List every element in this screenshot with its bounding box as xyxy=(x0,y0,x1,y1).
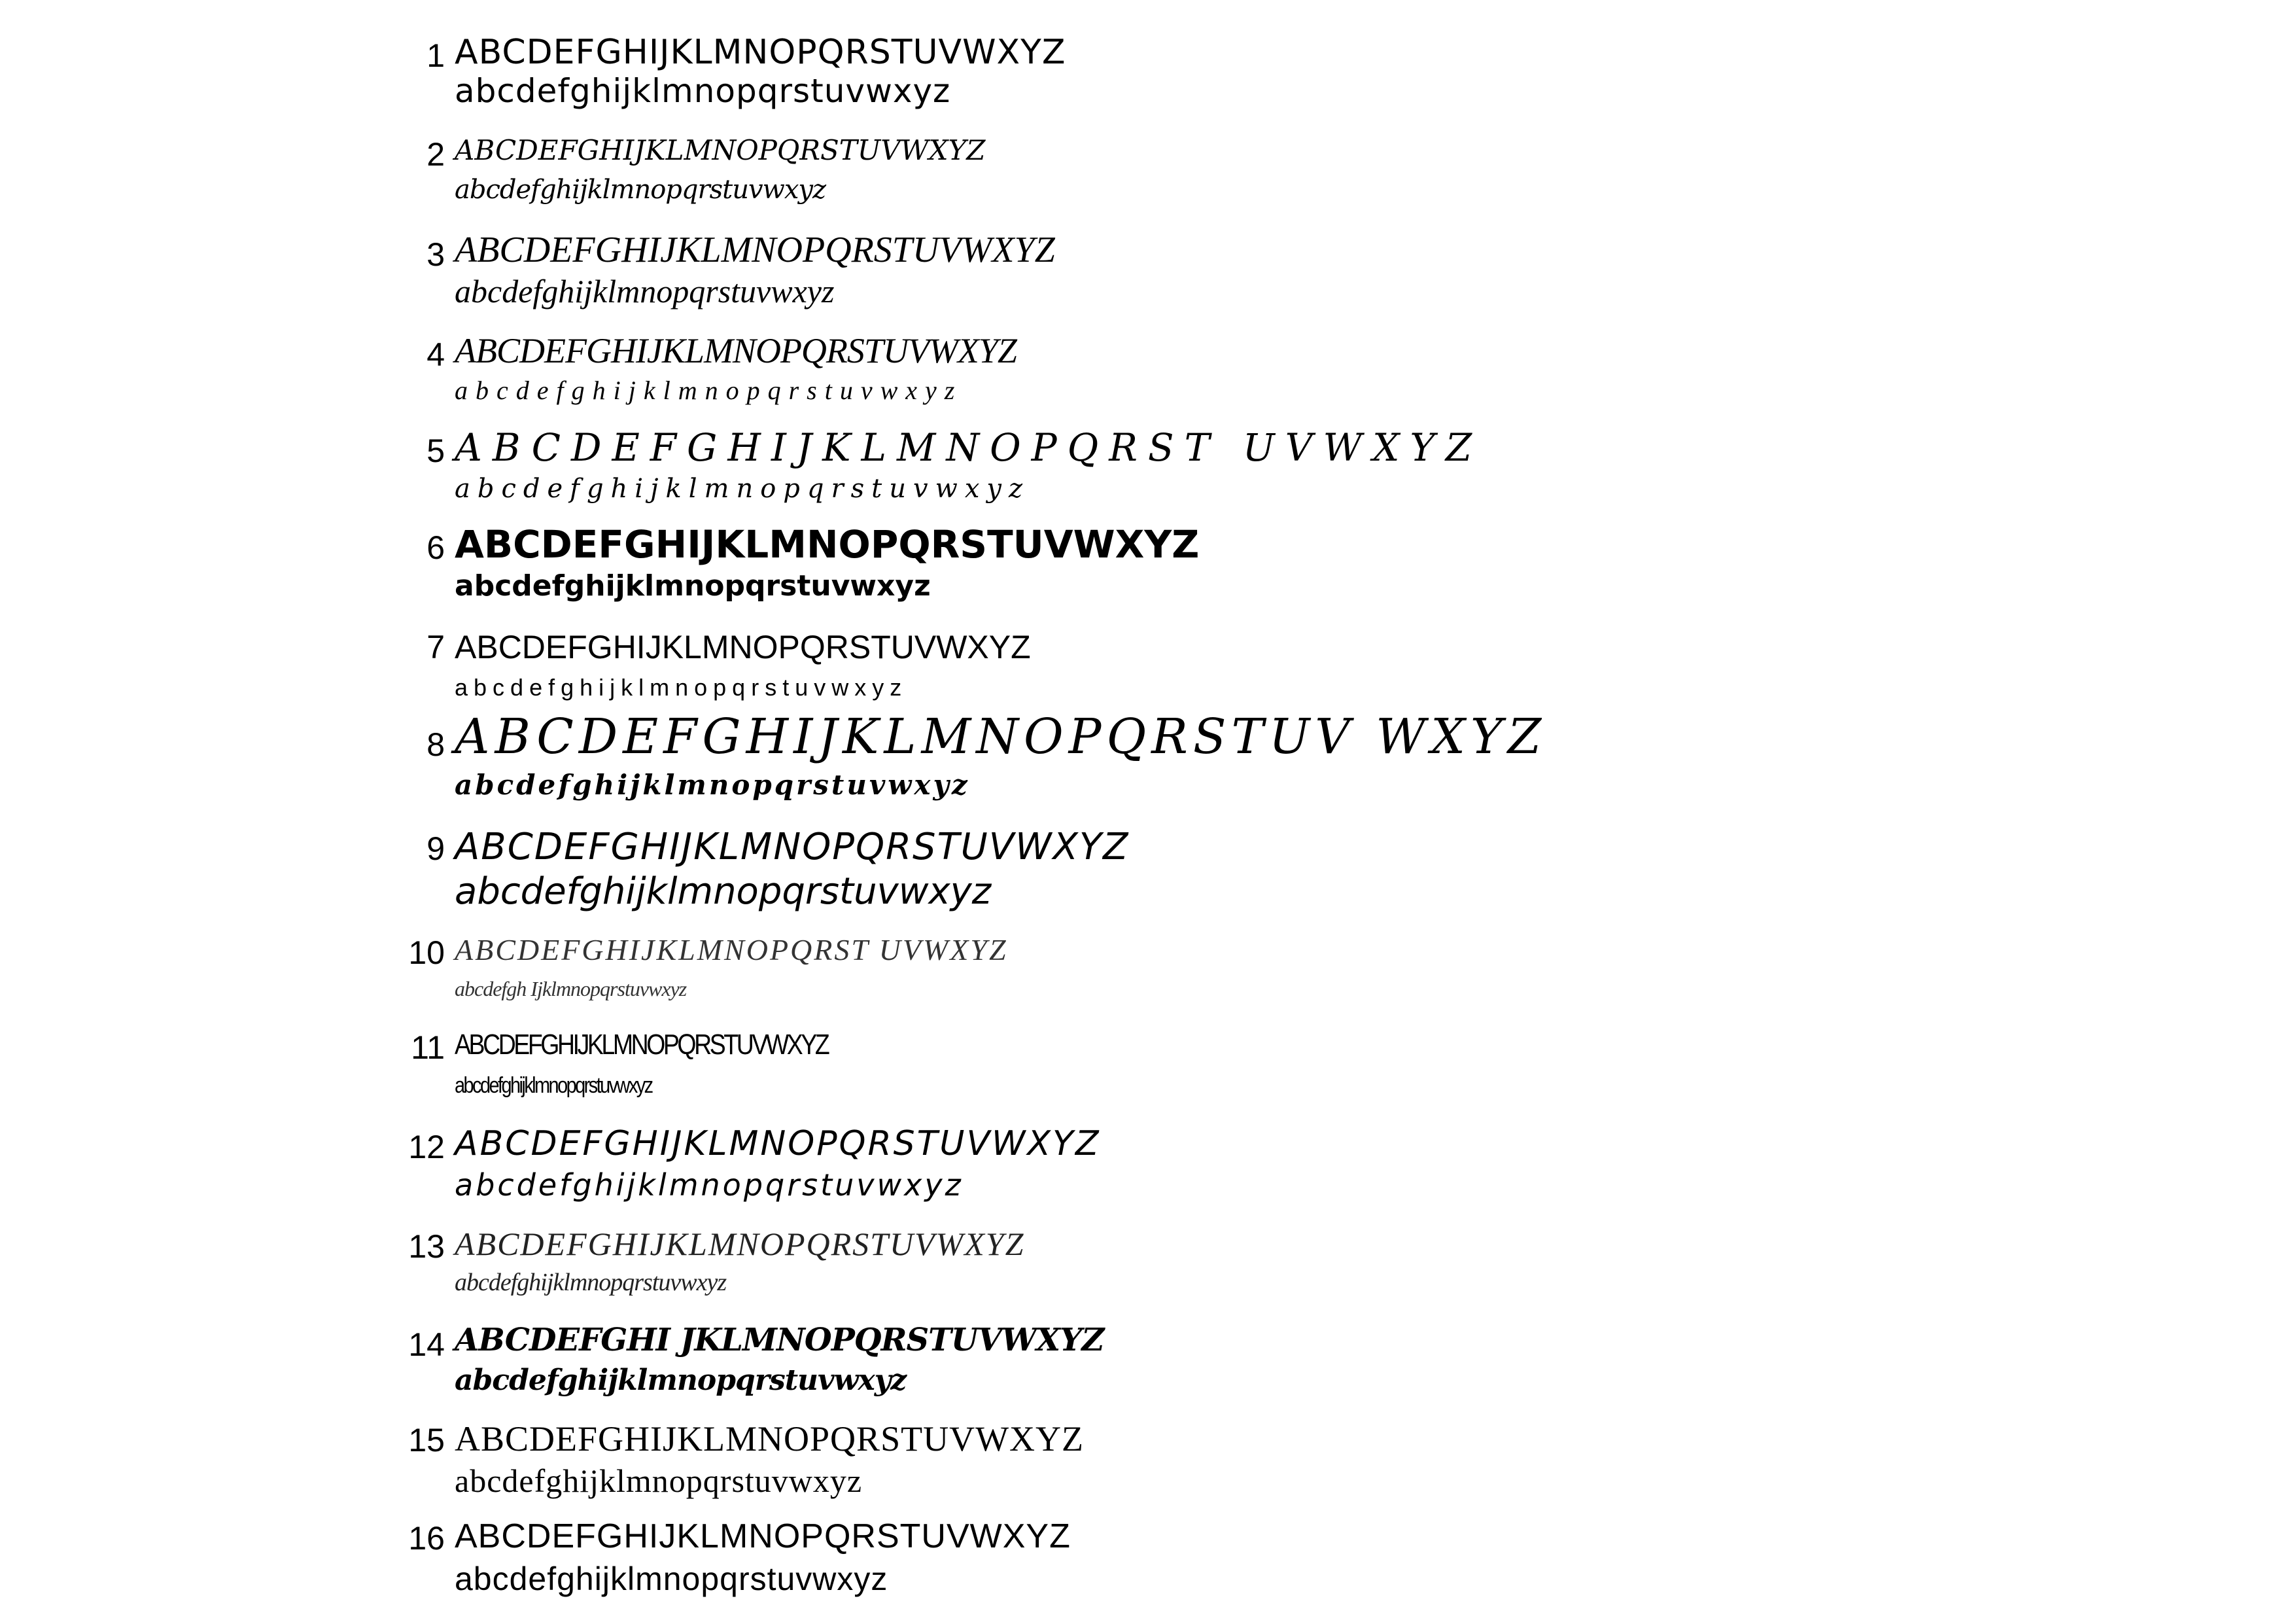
sample-number: 13 xyxy=(408,1228,445,1265)
sample-number: 4 xyxy=(426,336,445,373)
sample-number: 15 xyxy=(408,1422,445,1458)
lowercase-alphabet: abcdefghijklmnopqrstuvwxyz xyxy=(455,1167,964,1203)
lowercase-alphabet: abcdefghijklmnopqrstuvwxyz xyxy=(455,376,963,405)
uppercase-alphabet: ABCDEFGHIJKLMNOPQRSTUVWXYZ xyxy=(455,331,1017,370)
lowercase-alphabet: abcdefghijklmnopqrstuvwxyz xyxy=(455,175,826,205)
uppercase-alphabet: ABCDEFGHIJKLMNOPQRSTUVWXYZ xyxy=(455,1124,1101,1163)
uppercase-alphabet: ABCDEFGHI JKLMNOPQRSTUVWXYZ xyxy=(455,1322,1104,1358)
lowercase-alphabet: abcdefghijklmnopqrstuvwxyz xyxy=(455,1561,888,1597)
uppercase-alphabet: ABCDEFGHIJKLMNOPQRSTUVWXYZ xyxy=(455,629,1031,665)
uppercase-alphabet: ABCDEFGHIJKLMNOPQRSTUVWXYZ xyxy=(455,826,1130,868)
uppercase-alphabet: ABCDEFGHIJKLMNOPQRSTUVWXYZ xyxy=(455,1029,828,1061)
uppercase-alphabet: ABCDEFGHIJKLMNOPQRSTUVWXYZ xyxy=(455,522,1200,567)
uppercase-alphabet: ABCDEFGHIJKLMNOPQRSTUVWXYZ xyxy=(455,1517,1071,1555)
uppercase-alphabet: ABCDEFGHIJKLMNOPQRST UVWXYZ xyxy=(455,933,1008,966)
lowercase-alphabet: abcdefghijklmnopqrstuvwxyz xyxy=(455,72,951,110)
uppercase-alphabet: ABCDEFGHIJKLMNOPQRSTUVWXYZ xyxy=(455,33,1066,72)
uppercase-alphabet: ABCDEFGHIJKLMNOPQRST UVWXYZ xyxy=(455,425,1483,470)
lowercase-alphabet: abcdefghijklmnopqrstuvwxyz xyxy=(455,674,908,701)
uppercase-alphabet: ABCDEFGHIJKLMNOPQRSTUVWXYZ xyxy=(455,1226,1025,1262)
sample-number: 2 xyxy=(426,136,445,173)
uppercase-alphabet: ABCDEFGHIJKLMNOPQRSTUVWXYZ xyxy=(455,134,986,166)
sample-number: 7 xyxy=(426,629,445,665)
sample-number: 5 xyxy=(426,432,445,469)
sample-number: 6 xyxy=(426,529,445,566)
lowercase-alphabet: abcdefghijklmnopqrstuvwxyz xyxy=(455,569,931,603)
sample-number: 11 xyxy=(411,1029,445,1066)
lowercase-alphabet: abcdefgh Ijklmnopqrstuvwxyz xyxy=(455,977,687,1000)
lowercase-alphabet: abcdefghijklmnopqrstuvwxyz xyxy=(455,1364,907,1397)
uppercase-alphabet: ABCDEFGHIJKLMNOPQRSTUV WXYZ xyxy=(455,709,1547,765)
sample-number: 16 xyxy=(408,1520,445,1557)
sample-number: 9 xyxy=(426,830,445,867)
lowercase-alphabet: abcdefghijklmnopqrstuvwxyz xyxy=(455,273,835,309)
sample-number: 8 xyxy=(426,726,445,763)
lowercase-alphabet: abcdefghijklmnopqrstuvwxyz xyxy=(455,870,992,913)
sample-number: 3 xyxy=(426,236,445,273)
uppercase-alphabet: ABCDEFGHIJKLMNOPQRSTUVWXYZ xyxy=(455,230,1055,270)
lowercase-alphabet: abcdefghijklmnopqrstuvwxyz xyxy=(455,474,1030,504)
lowercase-alphabet: abcdefghijklmnopqrstuvwxyz xyxy=(455,1269,727,1296)
lowercase-alphabet: abcdefghijklmnopqrstuvwxyz xyxy=(455,769,970,801)
uppercase-alphabet: ABCDEFGHIJKLMNOPQRSTUVWXYZ xyxy=(455,1419,1085,1458)
lowercase-alphabet: abcdefghijklmnopqrstuvwxyz xyxy=(455,1462,863,1499)
sample-number: 10 xyxy=(408,934,445,971)
lowercase-alphabet: abcdefghijklmnopqrstuvwxyz xyxy=(455,1073,652,1098)
sample-number: 12 xyxy=(408,1129,445,1165)
sample-number: 1 xyxy=(426,37,445,74)
sample-number: 14 xyxy=(408,1326,445,1363)
